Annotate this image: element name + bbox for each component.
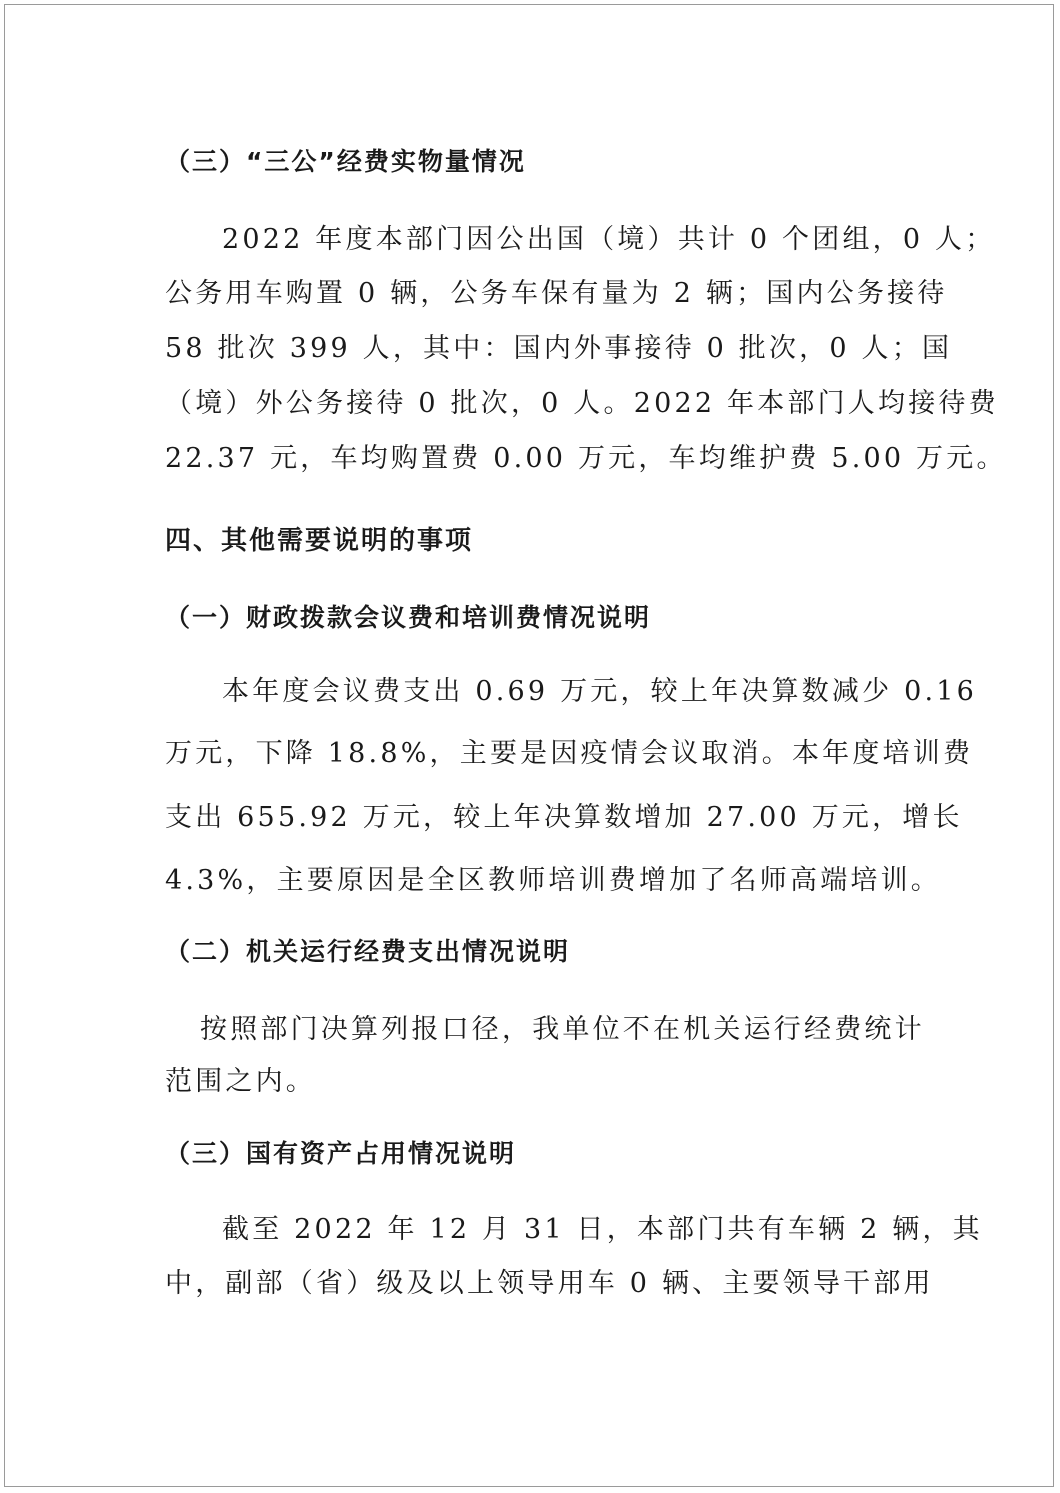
paragraph-line: 22.37 元，车均购置费 0.00 万元，车均维护费 5.00 万元。: [165, 443, 1007, 474]
paragraph-line: 4.3%，主要原因是全区教师培训费增加了名师高端培训。: [165, 865, 941, 896]
paragraph-line: 中，副部（省）级及以上领导用车 0 辆、主要领导干部用: [165, 1268, 934, 1299]
paragraph-line: （境）外公务接待 0 批次，0 人。2022 年本部门人均接待费: [165, 388, 999, 419]
section-heading-sangong-quantity: （三）“三公”经费实物量情况: [165, 147, 526, 176]
paragraph-line: 支出 655.92 万元，较上年决算数增加 27.00 万元，增长: [165, 802, 963, 833]
section-heading-operating-expenses: （二）机关运行经费支出情况说明: [165, 937, 571, 966]
paragraph-line: 58 批次 399 人，其中：国内外事接待 0 批次，0 人；国: [165, 333, 953, 364]
paragraph-line: 2022 年度本部门因公出国（境）共计 0 个团组，0 人；: [222, 224, 996, 255]
section-heading-meeting-training-fees: （一）财政拨款会议费和培训费情况说明: [165, 603, 652, 632]
paragraph-line: 公务用车购置 0 辆，公务车保有量为 2 辆；国内公务接待: [165, 278, 948, 309]
paragraph-line: 范围之内。: [165, 1066, 316, 1097]
section-heading-state-assets: （三）国有资产占用情况说明: [165, 1139, 517, 1168]
paragraph-line: 按照部门决算列报口径，我单位不在机关运行经费统计: [200, 1014, 925, 1045]
section-heading-other-matters: 四、其他需要说明的事项: [165, 526, 474, 556]
paragraph-line: 万元，下降 18.8%，主要是因疫情会议取消。本年度培训费: [165, 738, 974, 769]
paragraph-line: 本年度会议费支出 0.69 万元，较上年决算数减少 0.16: [222, 676, 977, 707]
paragraph-line: 截至 2022 年 12 月 31 日，本部门共有车辆 2 辆，其: [222, 1214, 983, 1245]
